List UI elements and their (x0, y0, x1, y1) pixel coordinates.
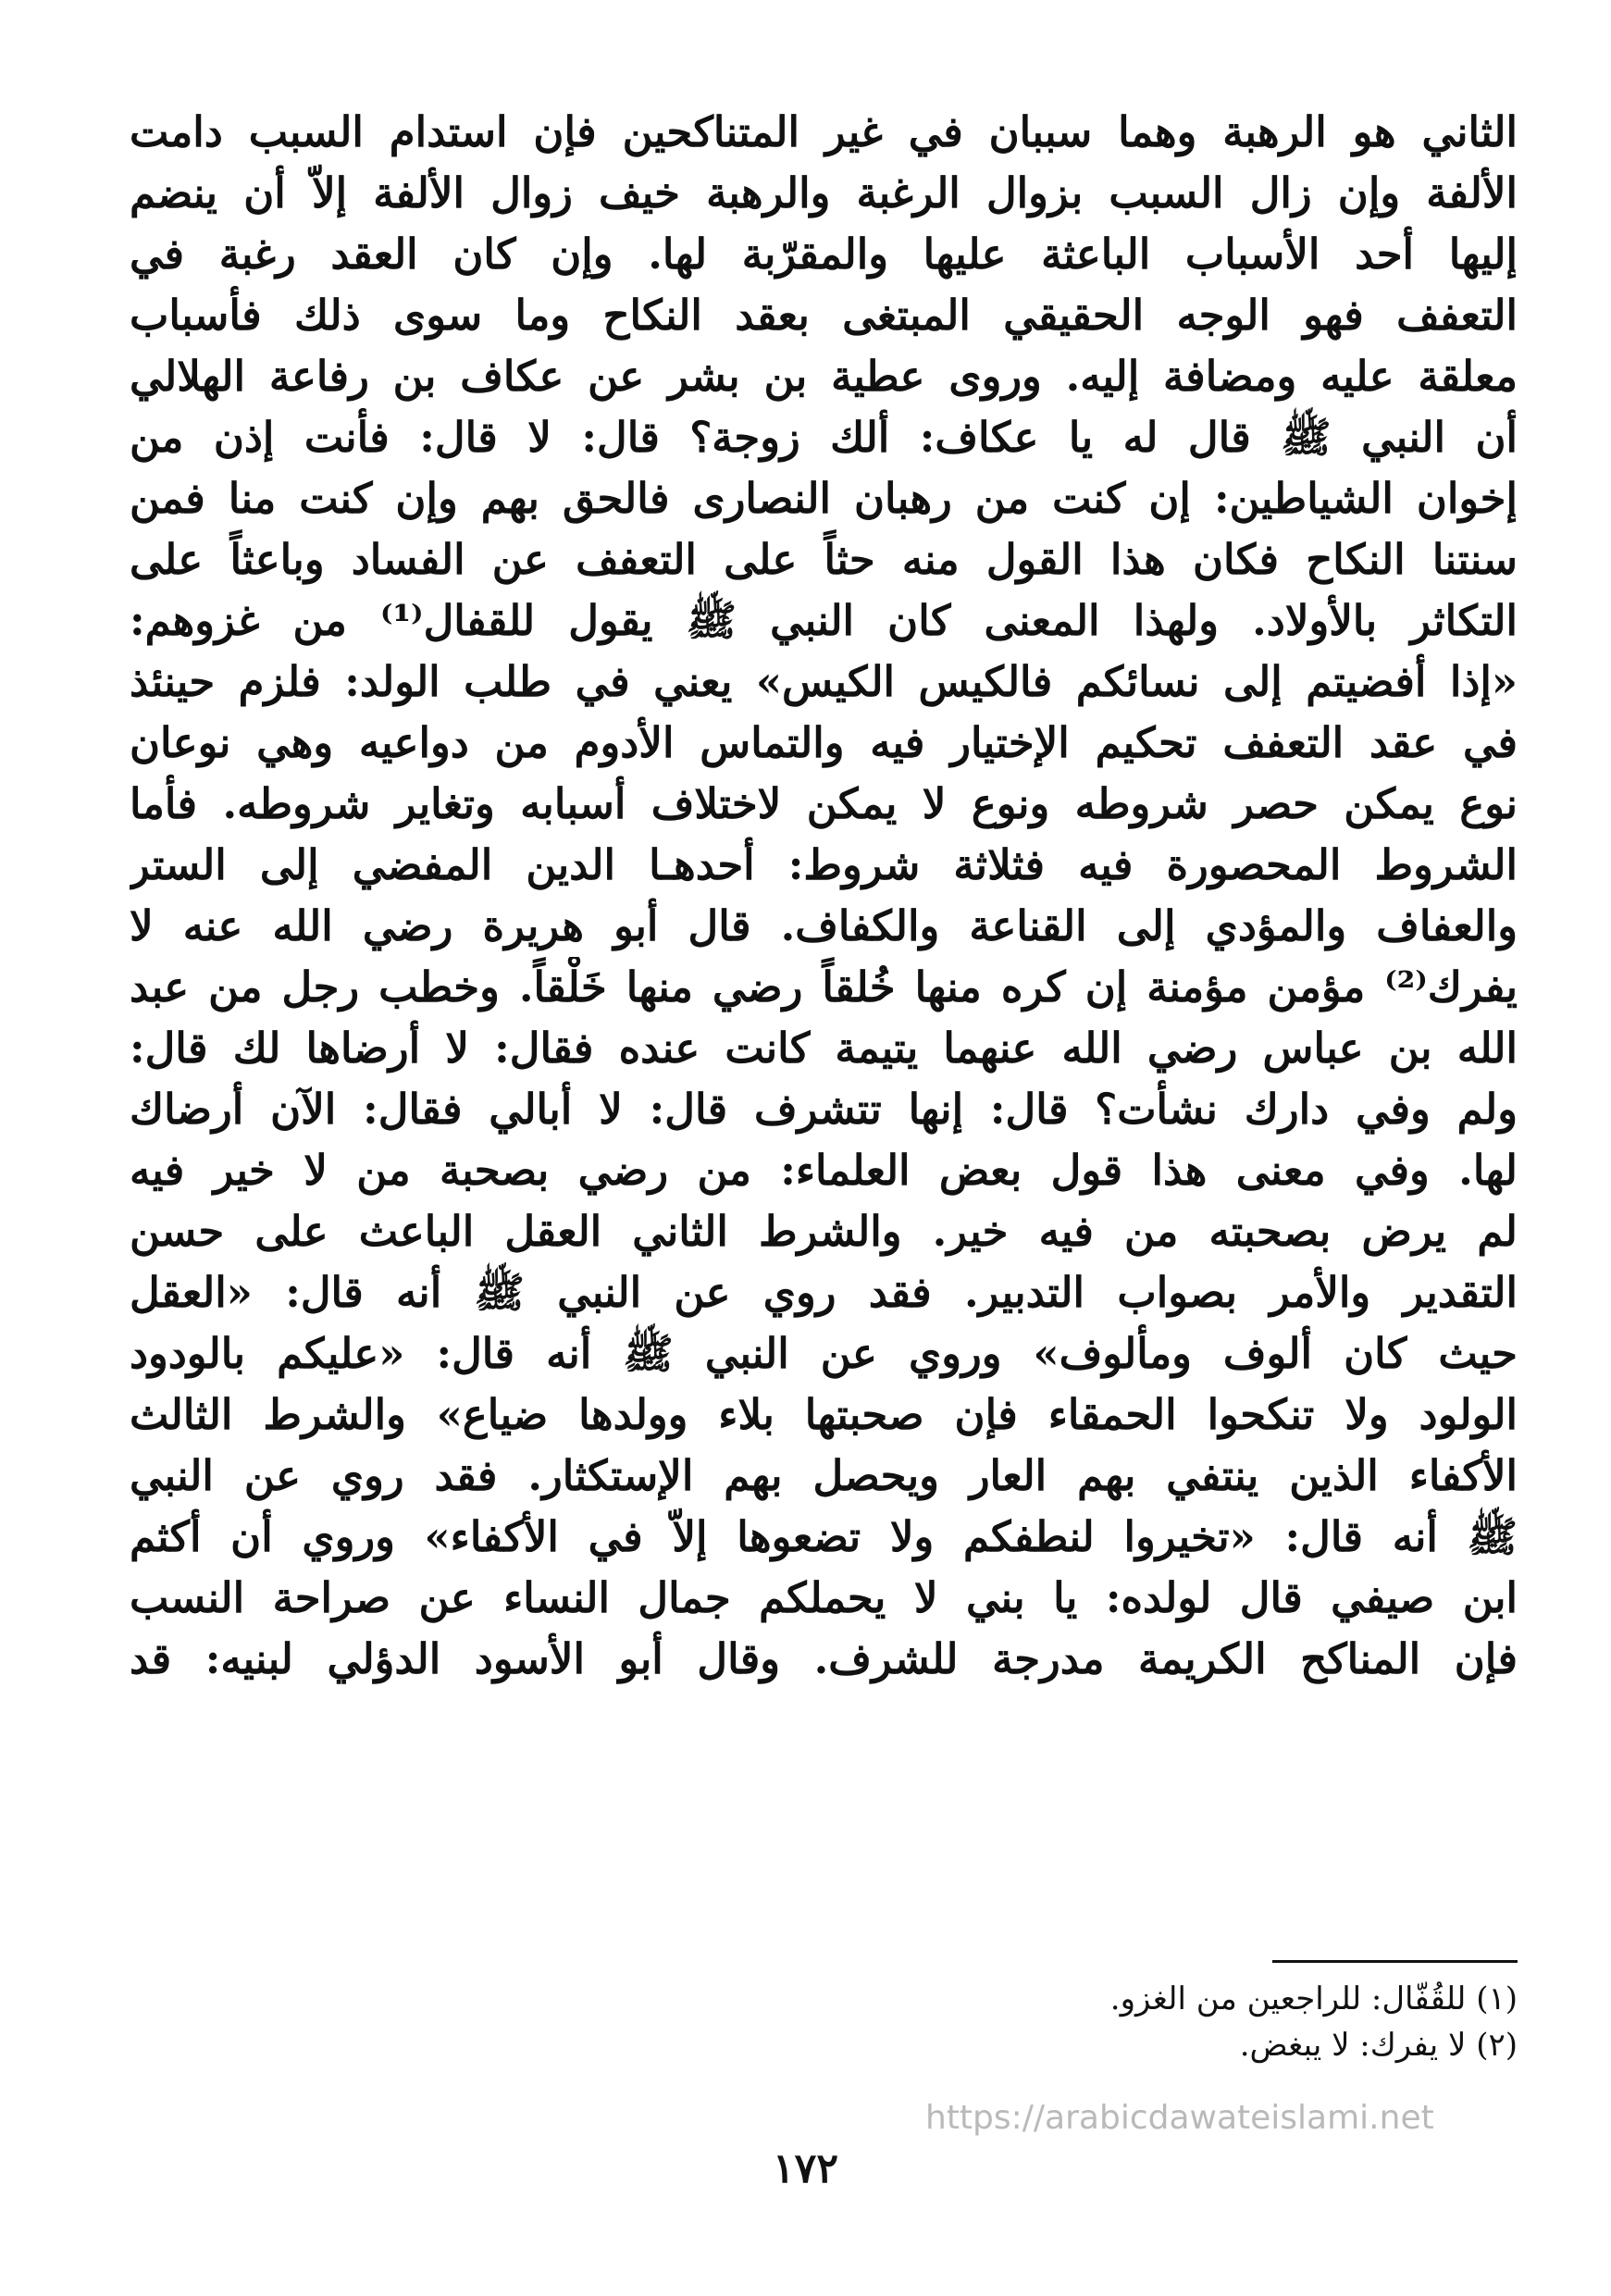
watermark: https://arabicdawateislami.net (925, 2099, 1434, 2137)
text-line: لها. وفي معنى هذا قول بعض العلماء: من رضي بصحبة من لا خير فيه (130, 1146, 1518, 1195)
text-line: فإن المناكح الكريمة مدرجة للشرف. وقال أبو الأسود الدؤلي لبنيه: قد (130, 1634, 1518, 1683)
text-line: الولود ولا تنكحوا الحمقاء فإن صحبتها بلاء وولدها ضياع» والشرط الثالث (130, 1390, 1518, 1439)
text-line: ﷺ أنه قال: «تخيروا لنطفكم ولا تضعوها إلاّ في الأكفاء» وروي أن أكثم (130, 1512, 1518, 1561)
text-line: «إذا أفضيتم إلى نسائكم فالكيس الكيس» يعني في طلب الولد: فلزم حينئذ (130, 657, 1518, 706)
book-page (130, 102, 1518, 2230)
footnote-2: (٢) لا يفرك: لا يبغض. (1239, 2027, 1518, 2064)
text-line: يفرك⁽²⁾ مؤمن مؤمنة إن كره منها خُلقاً رضي منها خَلْقاً. وخطب رجل من عبد (130, 962, 1518, 1011)
text-line: التقدير والأمر بصواب التدبير. فقد روي عن النبي ﷺ أنه قال: «العقل (130, 1268, 1518, 1317)
text-line: نوع يمكن حصر شروطه ونوع لا يمكن لاختلاف أسبابه وتغاير شروطه. فأما (130, 779, 1518, 828)
footnote-divider (1272, 1960, 1518, 1963)
text-line: أن النبي ﷺ قال له يا عكاف: ألك زوجة؟ قال: لا قال: فأنت إذن من (130, 413, 1518, 462)
footnotes (1110, 1976, 1518, 2068)
text-line: والعفاف والمؤدي إلى القناعة والكفاف. قال أبو هريرة رضي الله عنه لا (130, 901, 1518, 950)
text-line: في عقد التعفف تحكيم الإختيار فيه والتماس الأدوم من دواعيه وهي نوعان (130, 718, 1518, 767)
text-line: الشروط المحصورة فيه فثلاثة شروط: أحدهـا الدين المفضي إلى الستر (130, 840, 1518, 889)
page-number: ١٧٢ (773, 2145, 838, 2192)
text-line: معلقة عليه ومضافة إليه. وروى عطية بن بشر عن عكاف بن رفاعة الهلالي (130, 352, 1518, 401)
text-line: الله بن عباس رضي الله عنهما يتيمة كانت عنده فقال: لا أرضاها لك قال: (130, 1024, 1518, 1073)
text-line: الألفة وإن زال السبب بزوال الرغبة والرهبة خيف زوال الألفة إلاّ أن ينضم (130, 168, 1518, 217)
text-line: لم يرض بصحبته من فيه خير. والشرط الثاني العقل الباعث على حسن (130, 1207, 1518, 1256)
text-line: ولم وفي دارك نشأت؟ قال: إنها تتشرف قال: لا أبالي فقال: الآن أرضاك (130, 1085, 1518, 1134)
text-line: التعفف فهو الوجه الحقيقي المبتغى بعقد النكاح وما سوى ذلك فأسباب (130, 291, 1518, 340)
text-line: الأكفاء الذين ينتفي بهم العار ويحصل بهم الإستكثار. فقد روي عن النبي (130, 1451, 1518, 1500)
text-line: التكاثر بالأولاد. ولهذا المعنى كان النبي ﷺ يقول للقفال⁽¹⁾ من غزوهم: (130, 596, 1518, 645)
text-line: حيث كان ألوف ومألوف» وروي عن النبي ﷺ أنه قال: «عليكم بالودود (130, 1329, 1518, 1378)
text-line: إليها أحد الأسباب الباعثة عليها والمقرّبة لها. وإن كان العقد رغبة في (130, 230, 1518, 279)
text-line: سنتنا النكاح فكان هذا القول منه حثاً على التعفف عن الفساد وباعثاً على (130, 535, 1518, 584)
text-line: الثاني هو الرهبة وهما سببان في غير المتناكحين فإن استدام السبب دامت (130, 107, 1518, 156)
main-text (130, 102, 1518, 1690)
text-line: إخوان الشياطين: إن كنت من رهبان النصارى فالحق بهم وإن كنت منا فمن (130, 474, 1518, 523)
text-line: ابن صيفي قال لولده: يا بني لا يحملكم جمال النساء عن صراحة النسب (130, 1573, 1518, 1622)
footnote-1: (١) للقُفّال: للراجعين من الغزو. (1109, 1980, 1518, 2017)
